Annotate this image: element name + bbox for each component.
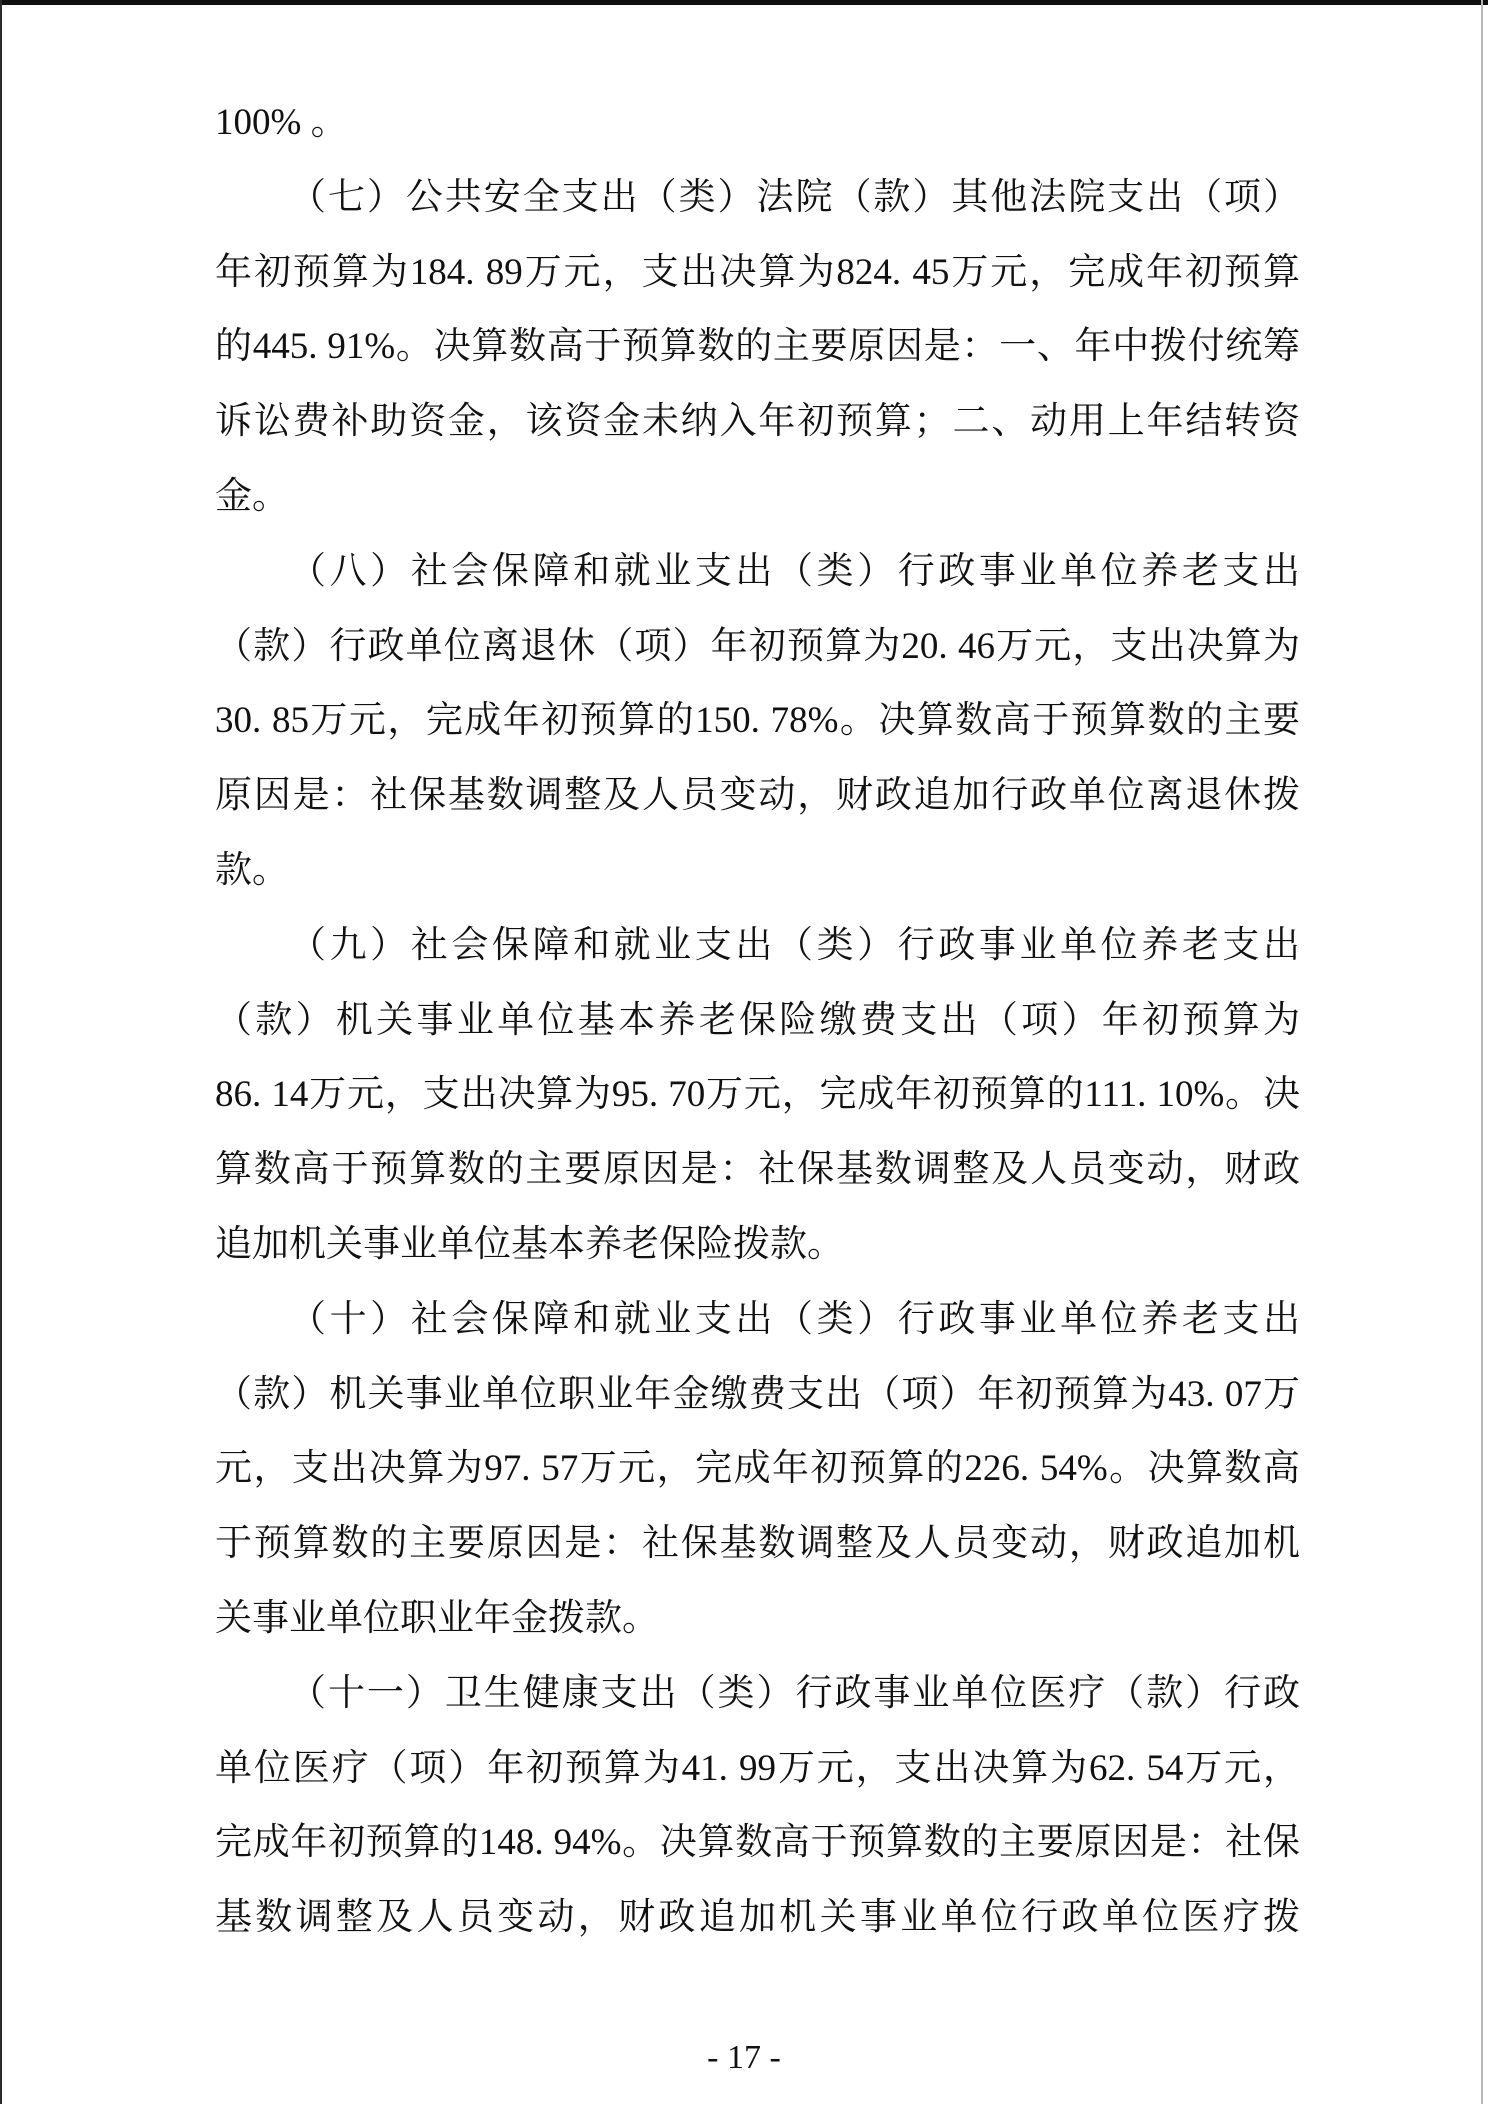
page-left-edge-line <box>0 0 2 2104</box>
text-line: （七）公共安全支出（类）法院（款）其他法院支出（项） <box>289 176 1300 218</box>
text-line: （九）社会保障和就业支出（类）行政事业单位养老支出 <box>289 924 1300 966</box>
text-line: 关事业单位职业年金拨款。 <box>215 1597 659 1639</box>
text-line: （八）社会保障和就业支出（类）行政事业单位养老支出 <box>289 550 1300 592</box>
text-line: 追加机关事业单位基本养老保险拨款。 <box>215 1223 844 1265</box>
top-border-bar <box>0 0 1488 5</box>
text-line: 单位医疗（项）年初预算为41. 99万元，支出决算为62. 54万元， <box>215 1747 1300 1789</box>
text-line: 元，支出决算为97. 57万元，完成年初预算的226. 54%。决算数高 <box>215 1448 1300 1490</box>
page-number: - 17 - <box>707 2039 781 2076</box>
text-line: （十）社会保障和就业支出（类）行政事业单位养老支出 <box>289 1298 1300 1340</box>
text-line: 原因是：社保基数调整及人员变动，财政追加行政单位离退休拨 <box>215 775 1300 817</box>
text-line: 基数调整及人员变动，财政追加机关事业单位行政单位医疗拨 <box>215 1897 1300 1939</box>
text-line: 86. 14万元，支出决算为95. 70万元，完成年初预算的111. 10%。决 <box>215 1074 1300 1116</box>
text-line: （十一）卫生健康支出（类）行政事业单位医疗（款）行政 <box>289 1672 1300 1714</box>
text-line: （款）机关事业单位基本养老保险缴费支出（项）年初预算为 <box>215 999 1300 1041</box>
page-right-edge-line <box>1481 0 1483 2104</box>
text-line: 金。 <box>215 475 289 517</box>
text-line: （款）机关事业单位职业年金缴费支出（项）年初预算为43. 07万 <box>215 1373 1300 1415</box>
text-line: 诉讼费补助资金，该资金未纳入年初预算；二、动用上年结转资 <box>215 401 1300 443</box>
text-line: 100% 。 <box>215 102 348 143</box>
document-text-block <box>215 86 1300 1956</box>
text-line: 的445. 91%。决算数高于预算数的主要原因是：一、年中拨付统筹 <box>215 326 1300 368</box>
text-line: 于预算数的主要原因是：社保基数调整及人员变动，财政追加机 <box>215 1523 1300 1565</box>
text-line: 完成年初预算的148. 94%。决算数高于预算数的主要原因是：社保 <box>215 1822 1300 1864</box>
text-line: 年初预算为184. 89万元，支出决算为824. 45万元，完成年初预算 <box>215 251 1300 293</box>
text-line: （款）行政单位离退休（项）年初预算为20. 46万元，支出决算为 <box>215 625 1300 667</box>
text-line: 算数高于预算数的主要原因是：社保基数调整及人员变动，财政 <box>215 1149 1300 1191</box>
text-line: 30. 85万元，完成年初预算的150. 78%。决算数高于预算数的主要 <box>215 700 1300 742</box>
text-line: 款。 <box>215 849 289 891</box>
